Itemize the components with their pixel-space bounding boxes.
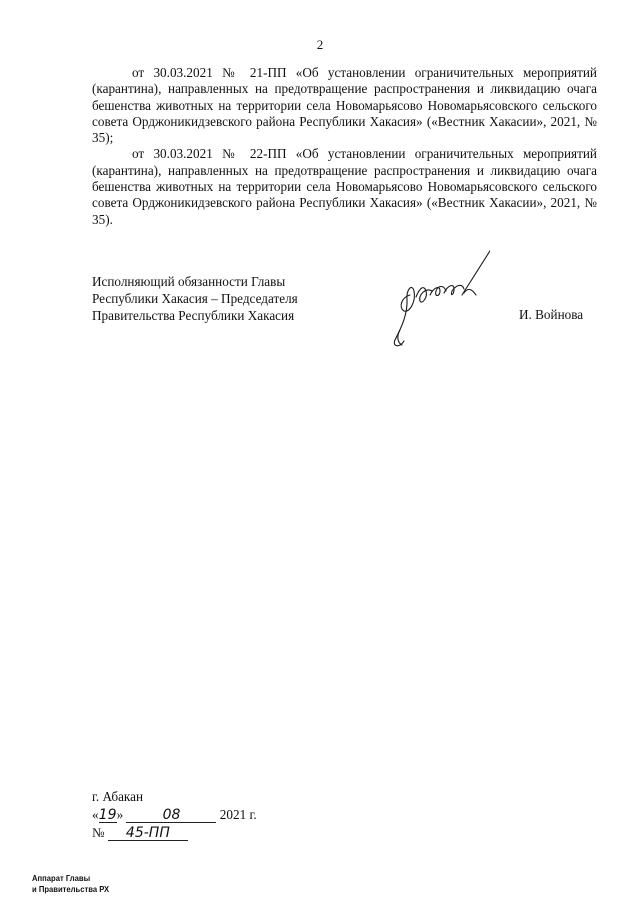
paragraph-resolution-22: от 30.03.2021 № 22-ПП «Об установлении ограничительных мероприятий (карантина), направленных на предотвращение распространения и ликвидацию очага бешенства животных на территории села Новомарьясово Новомарьясовского сельского совета Орджоникидзевского района Республики Хакасия» («Вестник Хакасии», 2021, № 35). <box>92 146 597 227</box>
footer-stamp <box>32 873 109 895</box>
page-number: 2 <box>316 37 324 52</box>
date-day: 19 <box>98 807 117 823</box>
paragraph-resolution-21: от 30.03.2021 № 21-ПП «Об установлении ограничительных мероприятий (карантина), направленных на предотвращение распространения и ликвидацию очага бешенства животных на территории села Новомарьясово Новомарьясовского сельского совета Орджоникидзевского района Республики Хакасия» («Вестник Хакасии», 2021, № 35); <box>92 65 597 146</box>
city: г. Абакан <box>92 789 144 804</box>
number-line <box>92 824 257 842</box>
handwritten-signature <box>380 235 490 360</box>
number-prefix: № <box>92 825 105 840</box>
footer-line: и Правительства РХ <box>32 884 110 894</box>
date-line: «19» 08 2021 г. <box>92 807 257 823</box>
signatory-position <box>92 273 298 324</box>
footer-line: Аппарат Главы <box>32 873 91 883</box>
document-body <box>92 65 597 228</box>
position-line: Правительства Республики Хакасия <box>92 308 295 323</box>
date-month: 08 <box>126 808 216 823</box>
place-date-block <box>92 788 257 842</box>
position-line: Исполняющий обязанности Главы <box>92 274 286 289</box>
date-year: 2021 г. <box>219 807 257 822</box>
signer-name: И. Войнова <box>519 307 584 322</box>
document-number: 45-ПП <box>108 826 188 841</box>
position-line: Республики Хакасия – Председателя <box>92 291 298 306</box>
